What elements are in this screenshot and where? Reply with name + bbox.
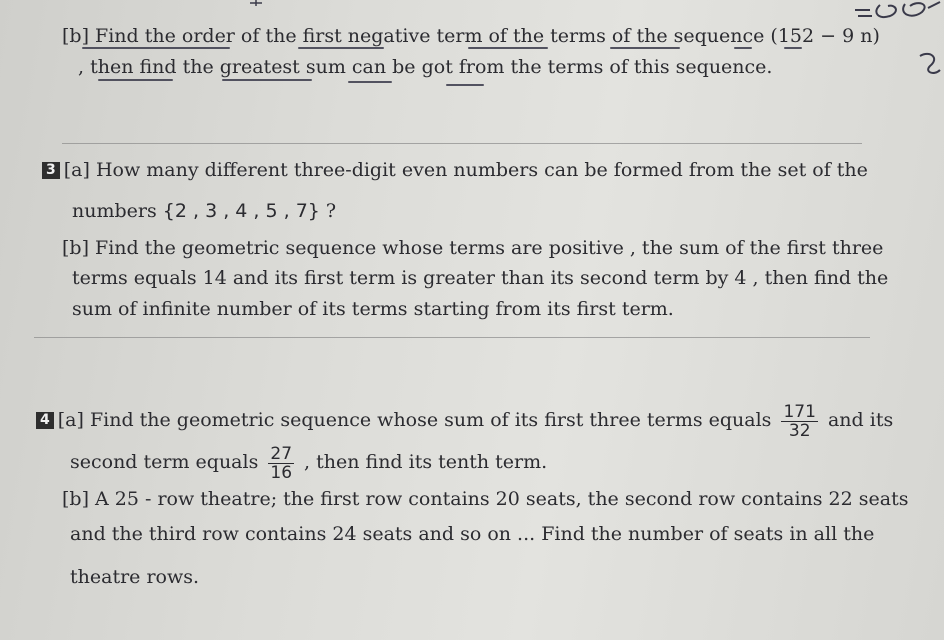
q4a-line-2: second term equals $\frac{27}{16}$ , then find its tenth term. — [70, 443, 548, 483]
pen-underline — [98, 79, 173, 81]
q3b-line-1: [b] Find the geometric sequence whose terms are positive , the sum of the first three — [62, 237, 884, 259]
question-number-badge: 3 — [42, 162, 60, 179]
q3a-line-1: 3 [a] How many different three-digit even numbers can be formed from the set of the — [42, 158, 868, 182]
number-set: {2 , 3 , 4 , 5 , 7} — [162, 200, 320, 222]
section-divider — [34, 337, 870, 338]
q2b-line-2: , then find the greatest sum can be got from the terms of this sequence. — [78, 56, 773, 78]
q3b-line-2: terms equals 14 and its first term is greater than its second term by 4 , then find the — [72, 267, 889, 289]
q4b-line-1: [b] A 25 - row theatre; the first row contains 20 seats, the second row contains 22 seats — [62, 488, 909, 510]
fraction-171-32: $\frac{171}{32}$ — [783, 401, 816, 441]
q3a-line-2: numbers {2 , 3 , 4 , 5 , 7} ? — [72, 200, 337, 222]
fraction-27-16: $\frac{27}{16}$ — [270, 443, 293, 483]
q4b-line-2: and the third row contains 24 seats and so on ... Find the number of seats in all the — [70, 523, 875, 545]
pen-underline — [446, 84, 484, 86]
q4b-line-3: theatre rows. — [70, 566, 200, 588]
sequence-formula: 152 − 9 n — [777, 25, 873, 47]
pen-underline — [348, 81, 392, 83]
q4a-line-1: 4 [a] Find the geometric sequence whose sum of its first three terms equals $\frac{171}{32}$ and its — [36, 400, 893, 440]
q2b-line-1: [b] Find the order of the first negative term of the terms of the sequence (152 − 9 n) — [62, 25, 880, 47]
q3b-line-3: sum of infinite number of its terms starting from its first term. — [72, 298, 674, 320]
pen-underline — [222, 79, 312, 81]
question-number-badge: 4 — [36, 412, 54, 429]
section-divider — [62, 143, 862, 144]
